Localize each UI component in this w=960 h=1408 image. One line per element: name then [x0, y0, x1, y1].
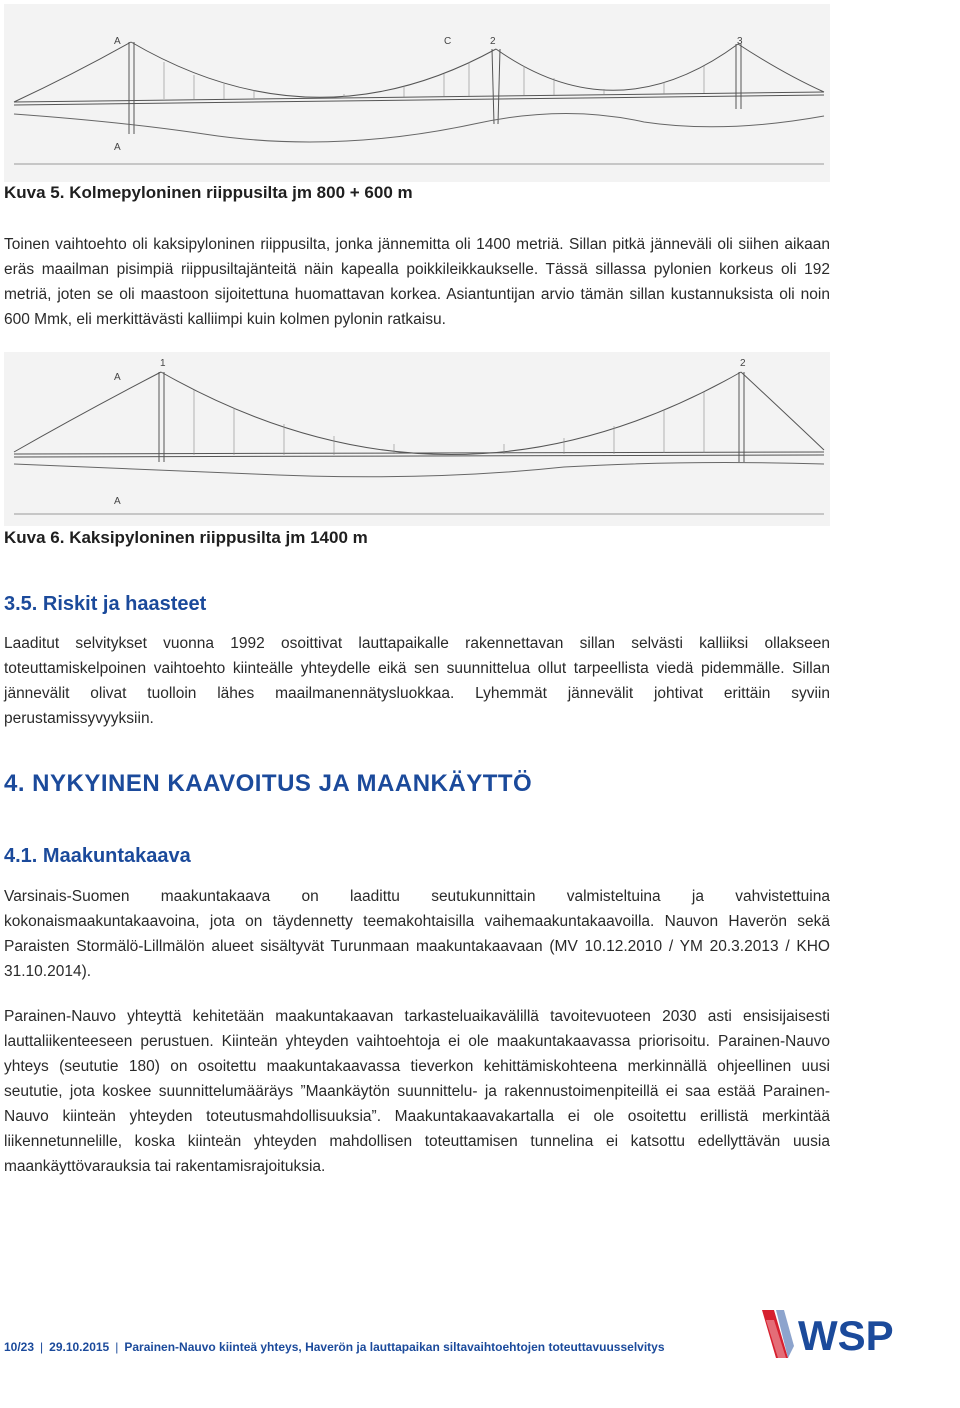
- section-4-1-heading: 4.1. Maakuntakaava: [4, 845, 191, 867]
- marker-a-top: A: [114, 372, 121, 383]
- section-4-1-paragraph-2: Parainen-Nauvo yhteyttä kehitetään maakuntakaavan tarkasteluaikavälillä tavoitevuoteen 2030 asti ensisijaisesti lauttaliikenteeseen perustuen. Kiinteän yhteyden vaihtoehtoja ei ole maakuntakaavassa priorisoitu. Parainen-Nauvo yhteys (seututie 180) on osoitettu maakuntakaavassa tieverkon kehittämiskohteena merkinnällä ohjeellinen uusi seututie, jota koskee suunnittelumääräys ”Maankäytön suunnittelu- ja rakennustoimenpiteillä ei saa estää Parainen-Nauvo kiinteän yhteyden toteutusmahdollisuuksia”. Maakuntakaavakartalla ei ole osoitettu erillistä merkintää liikennetunnelille, koska kiinteän yhteyden mahdollisen toteuttamisen tunnelina ei katsottu edellyttävän uusia maankäyttövarauksia tai rakentamisrajoituksia.: [4, 1008, 830, 1175]
- section-3-5-heading: 3.5. Riskit ja haasteet: [4, 593, 207, 615]
- section-4-1-paragraph-1: Varsinais-Suomen maakuntakaava on laadittu seutukunnittain valmisteltuina ja vahvistettuina kokonaismaakuntakaavoina, jota on täydennetty teemakohtaisilla vaihemaakuntakaavoilla. Nauvon Haverön sekä Paraisten Stormälö-Lillmälön alueet sisältyvät Turunmaan maakuntakaavaan (MV 10.12.2010 / YM 20.3.2013 / KHO 31.10.2014).: [4, 888, 830, 980]
- marker-2: 2: [740, 358, 746, 369]
- figure5-drawing: [4, 4, 830, 182]
- footer-title: Parainen-Nauvo kiinteä yhteys, Haverön ja lauttapaikan siltavaihtoehtojen toteuttavuusselvitys: [124, 1340, 665, 1354]
- footer-date: 29.10.2015: [49, 1340, 110, 1354]
- logo-text: WSP: [798, 1312, 894, 1359]
- section-3-5-text: Laaditut selvitykset vuonna 1992 osoittivat lauttapaikalle rakennettavan sillan selvästi kalliiksi ollakseen toteuttamiskelpoinen vaihtoehto kiinteälle yhteydelle eikä sen suunnittelua ollut tarpeellista viedä pidemmälle. Sillan jännevälit olivat tuolloin lähes maailmanennätysluokkaa. Lyhemmät jännevälit johtivat erittäin syviin perustamissyvyyksiin.: [4, 635, 830, 727]
- marker-a-bottom: A: [114, 496, 121, 507]
- footer: 10/23 | 29.10.2015 | Parainen-Nauvo kiinteä yhteys, Haverön ja lauttapaikan siltavaihtoehtojen toteuttavuusselvitys: [4, 1340, 665, 1354]
- logo-stripes-icon: [762, 1310, 794, 1358]
- wsp-logo: [758, 1306, 918, 1366]
- marker-a-top: A: [114, 36, 121, 47]
- figure6-drawing: [4, 352, 830, 526]
- marker-a-bottom: A: [114, 142, 121, 153]
- marker-1: 1: [160, 358, 166, 369]
- figure6-caption: Kuva 6. Kaksipyloninen riippusilta jm 1400 m: [4, 528, 368, 547]
- marker-2: 2: [490, 36, 496, 47]
- figure5-caption: Kuva 5. Kolmepyloninen riippusilta jm 800 + 600 m: [4, 183, 413, 202]
- paragraph-1: Toinen vaihtoehto oli kaksipyloninen riippusilta, jonka jännemitta oli 1400 metriä. Sillan pitkä jänneväli oli siihen aikaan eräs maailman pisimpiä riippusiltajänteitä näin kapealla poikkileikkaukselle. Tässä sillassa pylonien korkeus oli 192 metriä, joten se oli maastoon sijoitettuna huomattavan korkea. Asiantuntijan arvio tämän sillan kustannuksista oli noin 600 Mmk, eli merkittävästi kalliimpi kuin kolmen pylonin ratkaisu.: [4, 236, 830, 328]
- section-4-heading: 4. NYKYINEN KAAVOITUS JA MAANKÄYTTÖ: [4, 770, 533, 797]
- marker-3: 3: [737, 36, 743, 47]
- footer-page: 10/23: [4, 1340, 35, 1354]
- marker-c: C: [444, 36, 452, 47]
